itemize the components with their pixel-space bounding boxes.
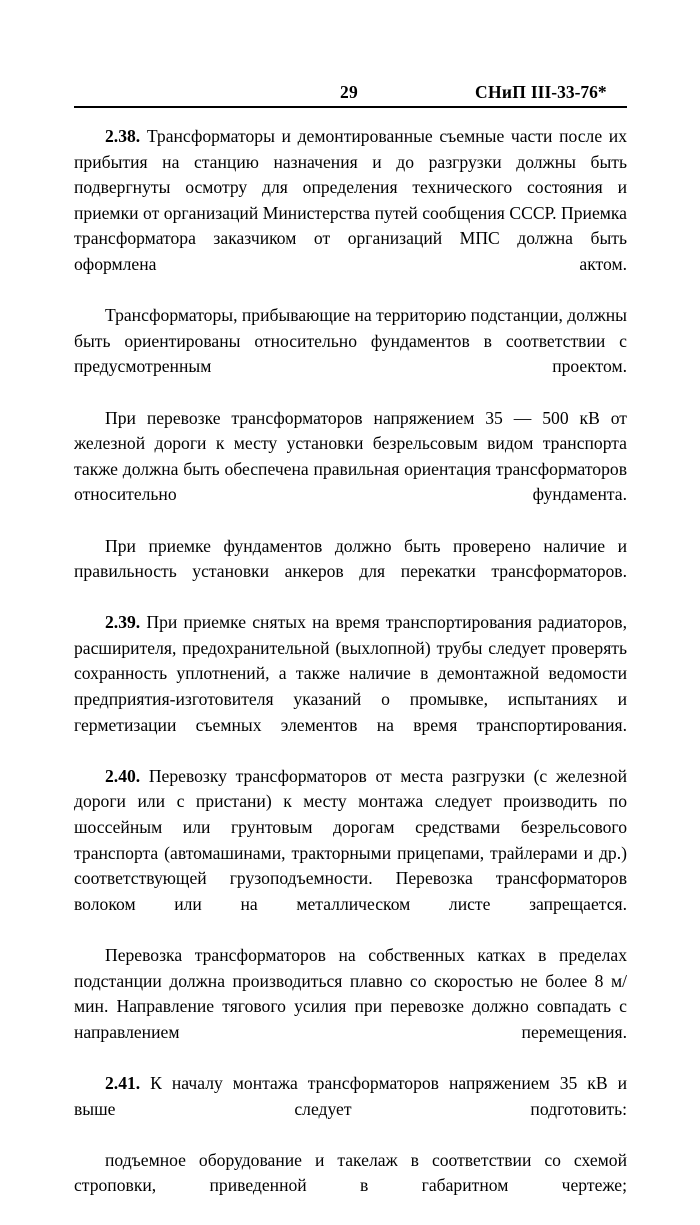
paragraph (74, 1148, 627, 1225)
paragraph-text: Трансформаторы и демонтированные съемные части после их прибытия на станцию назначения и до разгрузки должны быть подвергнуты осмотру для определения технического состояния и приемки от организаций Министерства путей сообщения СССР. Приемка трансформатора заказчиком от организаций МПС должна быть оформлена актом. (74, 126, 627, 274)
paragraph (74, 764, 627, 943)
paragraph (74, 303, 627, 405)
paragraph-text: Перевозка трансформаторов на собственных катках в пределах подстанции должна производиться плавно со скоростью не более 8 м/мин. Направление тягового усилия при перевозке должно совпадать с направлением перемещения. (74, 945, 627, 1042)
document-code (475, 82, 607, 103)
paragraph-text: При перевозке трансформаторов напряжением 35 — 500 кВ от железной дороги к месту установки безрельсовым видом транспорта также должна быть обеспечена правильная ориентация трансформаторов относительно фундамента. (74, 407, 627, 505)
paragraph-text: Трансформаторы, прибывающие на территорию подстанции, должны быть ориентированы относительно фундаментов в соответствии с предусмотренным проектом. (74, 305, 627, 377)
paragraph-text: При приемке фундаментов должно быть проверено наличие и правильность установки анкеров для перекатки трансформаторов. (74, 535, 627, 582)
paragraph-text: К началу монтажа трансформаторов напряжением 35 кВ и выше следует подготовить: (74, 1072, 627, 1119)
paragraph-number: 2.40. (105, 765, 141, 786)
paragraph (74, 1071, 627, 1148)
paragraph (74, 406, 627, 534)
document-body (74, 124, 627, 1225)
paragraph-text: Перевозку трансформаторов от места разгрузки (с железной дороги или с пристани) к месту монтажа следует производить по шоссейным или грунтовым дорогам средствами безрельсового транспорта (автомашинами, тракторными прицепами, трайлерами и др.) соответствующей грузоподъемности. Перевозка трансформаторов волоком или на металлическом листе запрещается. (74, 765, 627, 914)
paragraph-text: При приемке снятых на время транспортирования радиаторов, расширителя, предохранительной (выхлопной) трубы следует проверять сохранность уплотнений, а также наличие в демонтажной ведомости предприятия-изготовителя указаний о промывке, испытаниях и герметизации съемных элементов на время транспортирования. (74, 612, 627, 735)
paragraph (74, 610, 627, 764)
document-code-prefix: СНиП (475, 82, 527, 102)
document-code-number: III-33-76* (530, 82, 607, 102)
paragraph-number: 2.38. (105, 126, 141, 146)
page-number: 29 (340, 82, 358, 102)
paragraph-number: 2.41. (105, 1072, 141, 1093)
paragraph-number: 2.39. (105, 612, 141, 633)
paragraph (74, 124, 627, 303)
paragraph (74, 943, 627, 1071)
paragraph (74, 534, 627, 611)
paragraph-text: подъемное оборудование и такелаж в соответствии со схемой строповки, приведенной в габаритном чертеже; (74, 1149, 627, 1196)
header-divider (74, 106, 627, 108)
